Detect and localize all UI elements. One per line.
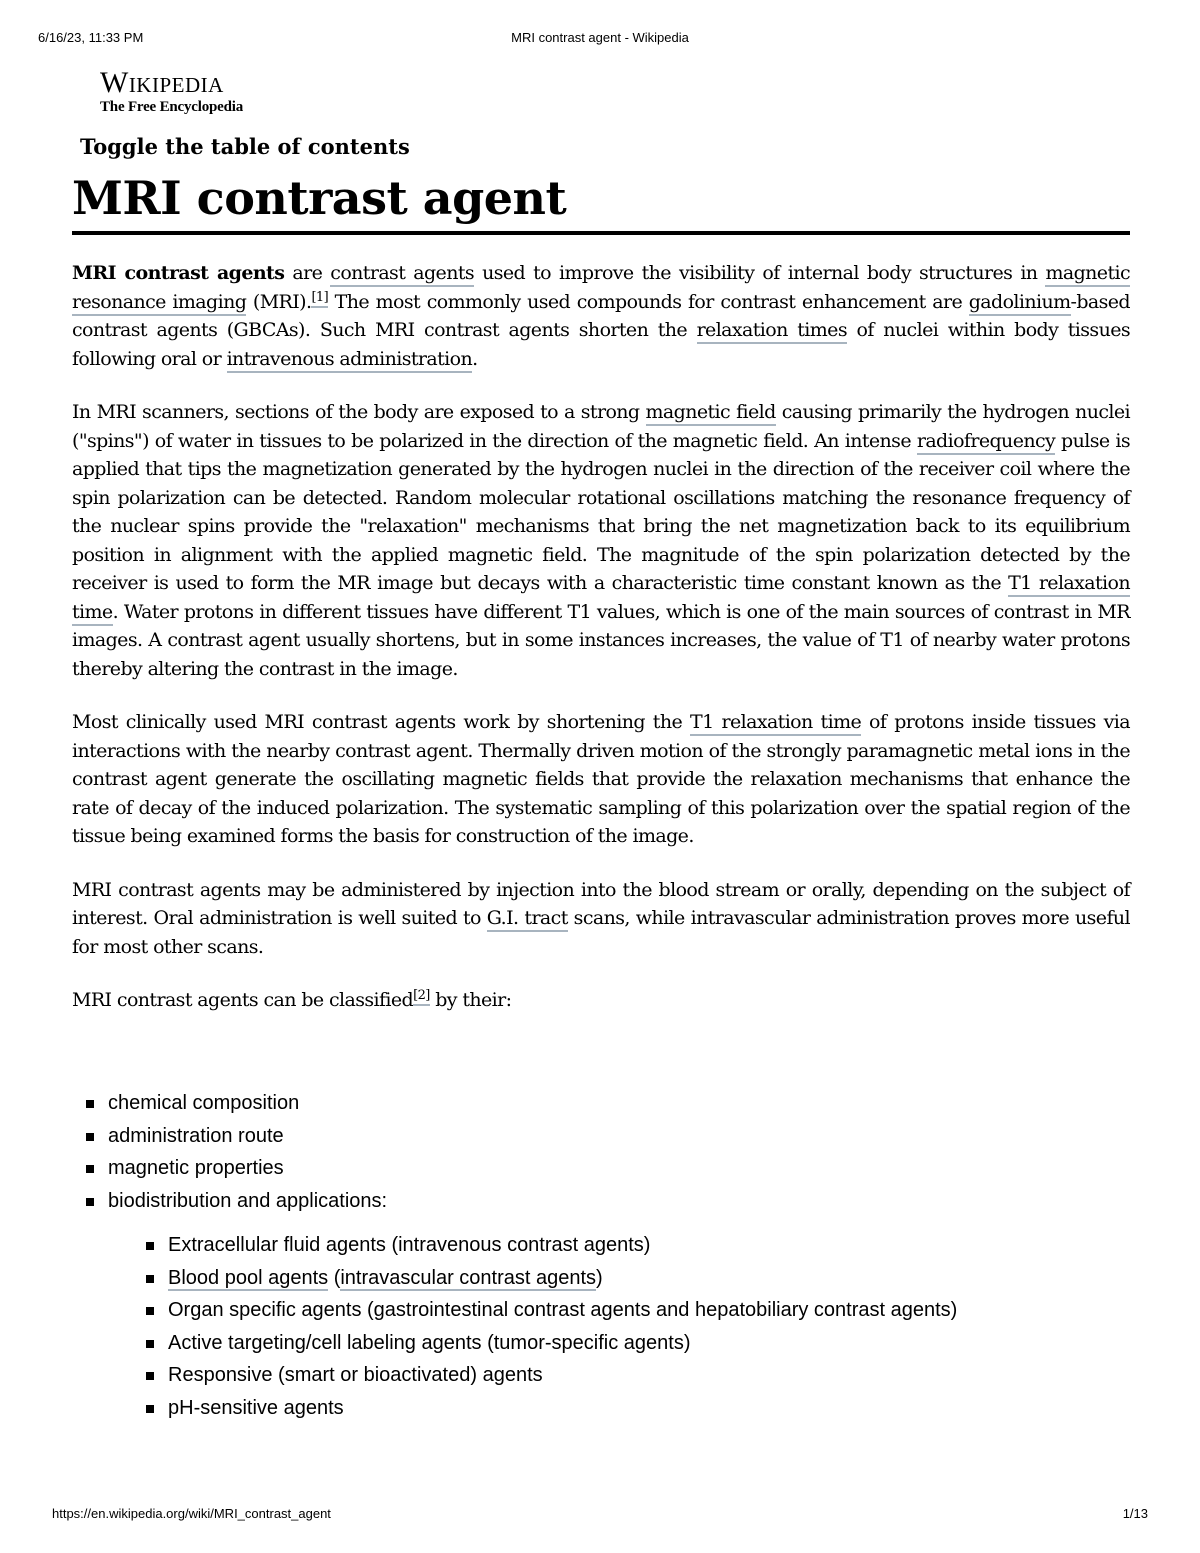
- link-magnetic-resonance-imaging[interactable]: magnetic resonance imaging: [72, 262, 1130, 316]
- list-item: Extracellular fluid agents (intravenous contrast agents): [146, 1229, 1126, 1262]
- link-t1-relaxation-time[interactable]: T1 relaxation time: [72, 572, 1130, 626]
- link-contrast-agents[interactable]: contrast agents: [330, 262, 474, 287]
- text-run: are: [284, 262, 331, 284]
- text-run: by their:: [429, 989, 512, 1011]
- link-blood-pool-agents[interactable]: Blood pool agents: [168, 1266, 329, 1289]
- list-item: chemical composition: [86, 1087, 1126, 1120]
- text-run: pulse is applied that tips the magnetization generated by the hydrogen nuclei in the direction of the receiver coil where the spin polarization can be detected. Random molecular rotational oscillations matching the resonance frequency of the nuclear spins provide the "relaxation" mechanisms that bring the net magnetization back to its equilibrium position in alignment with the applied magnetic field. The magnitude of the spin polarization detected by the receiver is used to form the MR image but decays with a characteristic time constant known as the: [72, 429, 1130, 594]
- link-t1-relaxation-time-2[interactable]: T1 relaxation time: [690, 711, 861, 736]
- text-run: . Water protons in different tissues have different T1 values, which is one of the main sources of contrast in MR images. A contrast agent usually shortens, but in some instances increases, the value of T1 of nearby water protons thereby altering the contrast in the image.: [72, 600, 1130, 680]
- print-footer: [52, 1506, 1148, 1526]
- page-title: MRI contrast agent: [72, 171, 567, 225]
- list-item: pH-sensitive agents: [146, 1392, 1126, 1425]
- text-run: Most clinically used MRI contrast agents work by shortening the: [72, 711, 691, 733]
- list-item: Active targeting/cell labeling agents (tumor-specific agents): [146, 1327, 1126, 1360]
- paragraph-mri-scanners: [72, 398, 1130, 683]
- print-url: https://en.wikipedia.org/wiki/MRI_contrast_agent: [52, 1506, 331, 1521]
- text-run: ): [596, 1266, 603, 1289]
- bold-term: MRI contrast agents: [72, 262, 285, 284]
- list-item: Organ specific agents (gastrointestinal contrast agents and hepatobiliary contrast agents): [146, 1294, 1126, 1327]
- text-run: -based contrast agents (GBCAs). Such MRI contrast agents shorten the: [72, 290, 1130, 341]
- text-run: of nuclei within body tissues following oral or: [72, 319, 1130, 370]
- wikipedia-logo[interactable]: [100, 68, 290, 116]
- paragraph-clinical-agents: [72, 708, 1130, 851]
- list-item-biodistribution: [86, 1185, 1126, 1425]
- link-radiofrequency[interactable]: radiofrequency: [917, 430, 1055, 455]
- title-divider: [72, 231, 1130, 235]
- article-body: [72, 259, 1130, 1040]
- text-run: of protons inside tissues via interactions with the nearby contrast agent. Thermally driven motion of the strongly paramagnetic metal ions in the contrast agent generate the oscillating magnetic fields that provide the relaxation mechanisms that enhance the rate of decay of the induced polarization. The systematic sampling of this polarization over the spatial region of the tissue being examined forms the basis for construction of the image.: [72, 711, 1130, 847]
- link-gadolinium[interactable]: gadolinium: [969, 291, 1071, 316]
- print-tab-title: MRI contrast agent - Wikipedia: [511, 30, 689, 45]
- text-run: causing primarily the hydrogen nuclei ("spins") of water in tissues to be polarized in the direction of the magnetic field. An intense: [72, 401, 1130, 452]
- link-intravascular-contrast-agents[interactable]: intravascular contrast agents: [340, 1266, 597, 1289]
- text-run: (MRI).: [246, 290, 312, 313]
- text-run: In MRI scanners, sections of the body are exposed to a strong: [72, 401, 646, 423]
- paragraph-administration: [72, 876, 1130, 962]
- paragraph-classification: [72, 986, 1130, 1015]
- text-run: .: [472, 347, 478, 370]
- list-item-label: biodistribution and applications:: [108, 1189, 388, 1212]
- classification-list: [86, 1087, 1126, 1424]
- applications-list: [146, 1229, 1126, 1424]
- print-datetime: 6/16/23, 11:33 PM: [38, 30, 144, 45]
- text-run: MRI contrast agents can be classified: [72, 989, 414, 1011]
- logo-wordmark: Wikipedia: [100, 66, 224, 99]
- text-run: scans, while intravascular administration proves more useful for most other scans.: [72, 907, 1130, 958]
- list-item: magnetic properties: [86, 1152, 1126, 1185]
- link-relaxation-times[interactable]: relaxation times: [697, 319, 847, 344]
- text-run: used to improve the visibility of internal body structures in: [474, 262, 1046, 284]
- paragraph-intro: [72, 259, 1130, 373]
- toggle-toc-button[interactable]: Toggle the table of contents: [80, 134, 410, 159]
- logo-tagline: The Free Encyclopedia: [100, 99, 244, 115]
- print-page-count: 1/13: [1122, 1506, 1148, 1521]
- link-magnetic-field[interactable]: magnetic field: [646, 401, 776, 426]
- text-run: (: [328, 1266, 341, 1289]
- reference-2[interactable]: [2]: [413, 988, 430, 1006]
- text-run: MRI contrast agents may be administered by injection into the blood stream or orally, depending on the subject of interest. Oral administration is well suited to: [72, 878, 1130, 929]
- link-intravenous-administration[interactable]: intravenous administration: [227, 348, 473, 373]
- print-header: [38, 30, 1162, 50]
- list-item: administration route: [86, 1120, 1126, 1153]
- list-item: [146, 1262, 1126, 1295]
- list-item: Responsive (smart or bioactivated) agents: [146, 1359, 1126, 1392]
- link-gi-tract[interactable]: G.I. tract: [487, 907, 568, 932]
- text-run: The most commonly used compounds for contrast enhancement are: [328, 290, 969, 313]
- reference-1[interactable]: [1]: [311, 290, 328, 308]
